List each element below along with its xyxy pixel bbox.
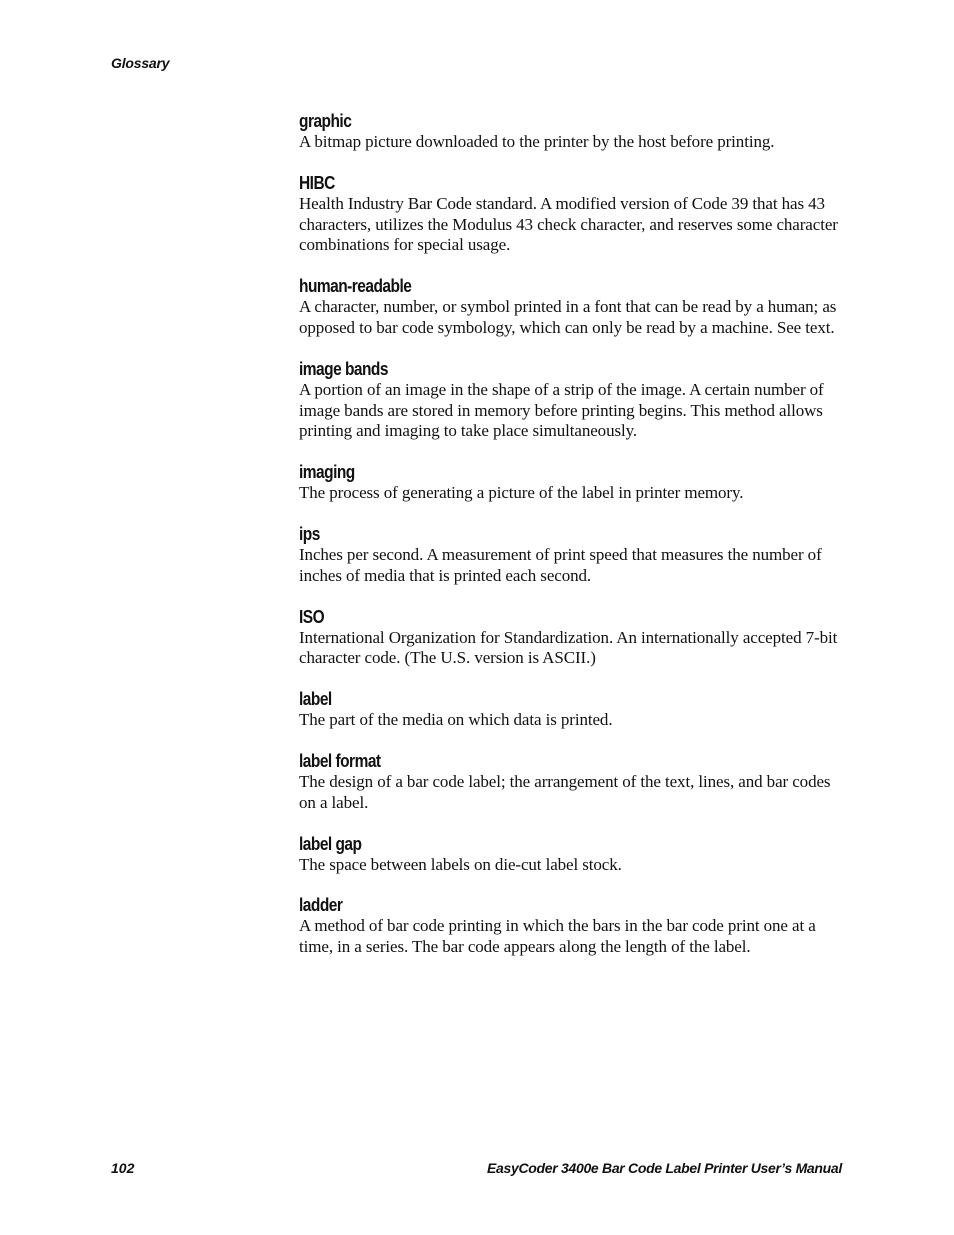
glossary-entry-label <box>299 688 844 731</box>
glossary-definition: A character, number, or symbol printed in a font that can be read by a human; as opposed to bar code symbology, which can only be read by a machine. See text. <box>299 297 837 337</box>
glossary-term: human-readable <box>299 276 412 297</box>
glossary-definition: The part of the media on which data is printed. <box>299 710 613 730</box>
glossary-term: label <box>299 689 332 710</box>
glossary-entry-hibc <box>299 172 844 256</box>
glossary-entry-ladder <box>299 894 844 958</box>
glossary-definition: A bitmap picture downloaded to the printer by the host before printing. <box>299 132 775 151</box>
glossary-term: ips <box>299 523 320 544</box>
manual-title: EasyCoder 3400e Bar Code Label Printer User’s Manual <box>486 1160 842 1176</box>
glossary-entry-image-bands <box>299 358 844 442</box>
glossary-term: HIBC <box>299 172 335 193</box>
glossary-definition: Health Industry Bar Code standard. A modified version of Code 39 that has 43 characters, utilizes the Modulus 43 check character, and reserves some character combinations for special usage. <box>299 193 838 255</box>
glossary-definition: International Organization for Standardization. An internationally accepted 7-bit character code. (The U.S. version is ASCII.) <box>299 627 838 668</box>
glossary-entry-human-readable <box>299 275 844 339</box>
glossary-entry-iso <box>299 606 844 670</box>
glossary-term: ladder <box>299 895 343 916</box>
glossary-definition: A method of bar code printing in which the bars in the bar code print one at a time, in a series. The bar code appears along the length of the label. <box>299 916 816 957</box>
glossary-entry-label-format <box>299 750 844 814</box>
glossary-term: image bands <box>299 358 388 379</box>
glossary-entry-ips <box>299 523 844 587</box>
glossary-term: label gap <box>299 833 362 854</box>
glossary-definition: The process of generating a picture of the label in printer memory. <box>299 483 744 503</box>
glossary-term: imaging <box>299 462 355 483</box>
glossary-list <box>299 110 844 977</box>
glossary-entry-imaging <box>299 461 844 504</box>
glossary-term: graphic <box>299 111 352 131</box>
glossary-definition: The design of a bar code label; the arrangement of the text, lines, and bar codes on a label. <box>299 771 831 812</box>
page-number: 102 <box>111 1160 135 1176</box>
running-header-section: Glossary <box>111 55 170 71</box>
glossary-term: label format <box>299 750 381 771</box>
glossary-definition: Inches per second. A measurement of print speed that measures the number of inches of media that is printed each second. <box>299 544 822 585</box>
glossary-entry-label-gap <box>299 833 844 876</box>
glossary-definition: The space between labels on die-cut label stock. <box>299 854 622 874</box>
glossary-term: ISO <box>299 606 325 627</box>
glossary-entry-graphic <box>299 110 844 153</box>
glossary-definition: A portion of an image in the shape of a strip of the image. A certain number of image bands are stored in memory before printing begins. This method allows printing and imaging to take place simultaneously. <box>299 379 824 441</box>
